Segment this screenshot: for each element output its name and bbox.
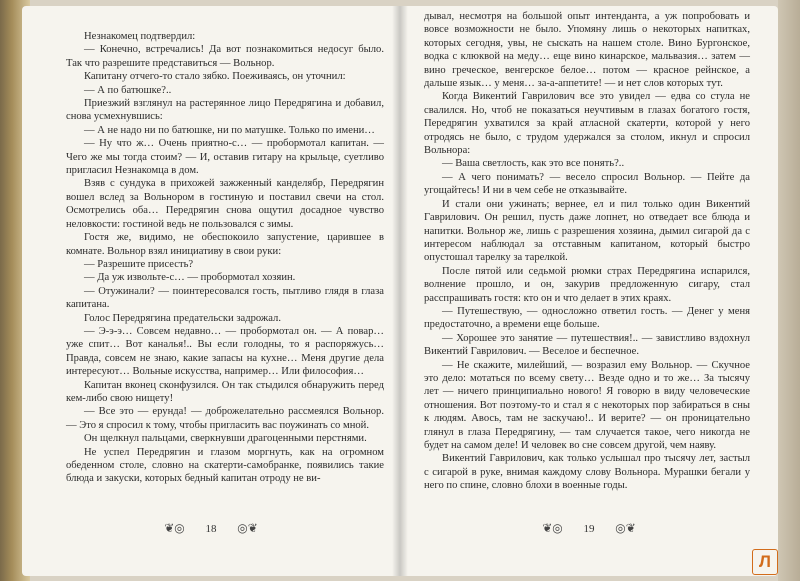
ornament-left-icon: ❦◎ bbox=[164, 521, 185, 535]
paragraph: — Все это — ерунда! — доброжелательно рассмеялся Вольнор. — Это я спросил к тому, чтобы пригласить вас поужинать со мной. bbox=[66, 406, 384, 431]
paragraph: — А не надо ни по батюшке, ни по матушке. Только по имени… bbox=[84, 124, 375, 136]
paragraph: Взяв с сундука в прихожей зажженный канделябр, Передрягин вошел вслед за Вольнором в гостиную и поставил свечи на стол. Осмотрелись оба… Передрягин снова ощутил досадное чувство неловкости: гостиной ведь не пользовался с зимы. bbox=[66, 178, 384, 230]
paragraph-continuation: дывал, несмотря на большой опыт интенданта, а уж попробовать и вовсе возможности не было. Упомяну лишь о некоторых напитках, которых сегодня, увы, не сыскать на нашем столе. Вино Бургонское, водка с клюквой на меду… еще вино кинарское, мальвазия… затем — вино греческое, венгерское белое… потом — красное рейнское, а дальше язык… у меня… за-а-аппетите! — и нет слов которых тут. bbox=[424, 11, 750, 90]
paragraph: — Ну что ж… Очень приятно-с… — пробормотал капитан. — Чего же мы тогда стоим? — И, оставив гитару на крыльце, суетливо пригласил Незнакомца в дом. bbox=[66, 138, 384, 177]
paragraph: — Разрешите присесть? bbox=[84, 258, 194, 270]
paragraph: Голос Передрягина предательски задрожал. bbox=[84, 312, 281, 324]
paragraph: — Э-э-э… Совсем недавно… — пробормотал он. — А повар… уже спит… Вот каналья!.. Вы если голодны, то я распоряжусь… Правда, совсем не знаю, какие запасы на кухне… Меня другие дела интересуют… Вольные искусства, например… Или философия… bbox=[66, 325, 384, 378]
paragraph: — А чего понимать? — весело спросил Вольнор. — Пейте да угощайтесь! И ни в чем себе не отказывайте. bbox=[424, 171, 750, 197]
publisher-logo-letter: Л bbox=[759, 552, 771, 571]
publisher-logo-icon bbox=[752, 549, 778, 575]
paragraph: Капитан вконец сконфузился. Он так стыдился обнаружить перед кем-либо свою нищету! bbox=[66, 379, 384, 404]
book-gutter bbox=[392, 6, 408, 576]
paragraph: Когда Викентий Гаврилович все это увидел — едва со стула не свалился. Но, чтоб не показаться неучтивым в глазах богатого гостя, Передрягин ухватился за край атласной скатерти, которой у него отродясь не было, с трудом удержался за столом, икнул и спросил Вольнора: bbox=[424, 91, 750, 157]
paragraph: — А по батюшке?.. bbox=[84, 84, 172, 96]
paragraph: Не успел Передрягин и глазом моргнуть, как на огромном обеденном столе, словно на скатерти-самобранке, появились такие блюда и закуски, которых бедный капитан отроду не ви- bbox=[66, 446, 384, 485]
paragraph: Капитану отчего-то стало зябко. Поеживаясь, он уточнил: bbox=[84, 71, 346, 83]
paragraph: — Отужинали? — поинтересовался гость, пытливо глядя в глаза капитана. bbox=[66, 285, 384, 311]
ornament-right-icon: ◎❦ bbox=[237, 521, 258, 535]
paragraph: Приезжий взглянул на растерянное лицо Передрягина и добавил, снова усмехнувшись: bbox=[66, 98, 384, 123]
paragraph: После пятой или седьмой рюмки страх Передрягина испарился, волнение прошло, и он, закурив предложенную сигару, стал расспрашивать гостя: кто он и что делает в этих краях. bbox=[424, 265, 750, 304]
paragraph: — Ваша светлость, как это все понять?.. bbox=[442, 158, 625, 170]
left-page bbox=[22, 6, 400, 576]
page-number-left: 18 bbox=[205, 523, 217, 535]
paragraph: Он щелкнул пальцами, сверкнувши драгоценными перстнями. bbox=[84, 433, 367, 445]
right-page-footer bbox=[400, 521, 778, 536]
ornament-left-icon: ❦◎ bbox=[542, 521, 563, 535]
paragraph: Гостя же, видимо, не обеспокоило запустение, царившее в комнате. Вольнор взял инициативу в свои руки: bbox=[66, 232, 384, 257]
paragraph: Незнакомец подтвердил: bbox=[84, 31, 196, 42]
paragraph: — Не скажите, милейший, — возразил ему Вольнор. — Скучное это дело: мотаться по всему свету… Везде одно и то же… За тысячу лет — ничего принципиально нового! Я говорю в виду человеческие отношения. Вот поэтому-то и стал я с некоторых пор забираться в сны к людям. Авось, там не заскучаю!.. И верите? — он проницательно глянул в глаза Передрягину, — там случается такое, чего никогда не будет на самом деле! И человек во сне совсем другой, чем наяву. bbox=[424, 359, 750, 451]
right-page-text bbox=[424, 10, 750, 493]
right-page bbox=[400, 6, 778, 576]
page-number-right: 19 bbox=[583, 523, 595, 535]
left-page-text bbox=[66, 30, 384, 486]
paragraph: И стали они ужинать; вернее, ел и пил только один Викентий Гаврилович. Он решил, пусть даже лопнет, но отведает все блюда и напитки. Вольнор же, лишь с разрешения хозяина, дымил сигарой да с интересом наблюдал за отставным капитаном, который быстро опустошал тарелку за тарелкой. bbox=[424, 198, 750, 264]
left-page-footer bbox=[22, 521, 400, 536]
paragraph: — Хорошее это занятие — путешествия!.. — завистливо вздохнул Викентий Гаврилович. — Веселое и беспечное. bbox=[424, 332, 750, 358]
ornament-right-icon: ◎❦ bbox=[615, 521, 636, 535]
paragraph: — Путешествую, — односложно ответил гость. — Денег у меня предостаточно, а времени еще больше. bbox=[424, 305, 750, 331]
paragraph: — Да уж извольте-с… — пробормотал хозяин. bbox=[84, 272, 296, 284]
paragraph: Викентий Гаврилович, как только услышал про тысячу лет, застыл с сигарой в руке, внимая каждому слову Вольнора. Мурашки бегали у него по спине, словно блохи в военные годы. bbox=[424, 453, 750, 492]
book-edge-right bbox=[778, 0, 800, 581]
paragraph: — Конечно, встречались! Да вот познакомиться недосуг было. Так что разрешите представиться — Вольнор. bbox=[66, 44, 384, 69]
